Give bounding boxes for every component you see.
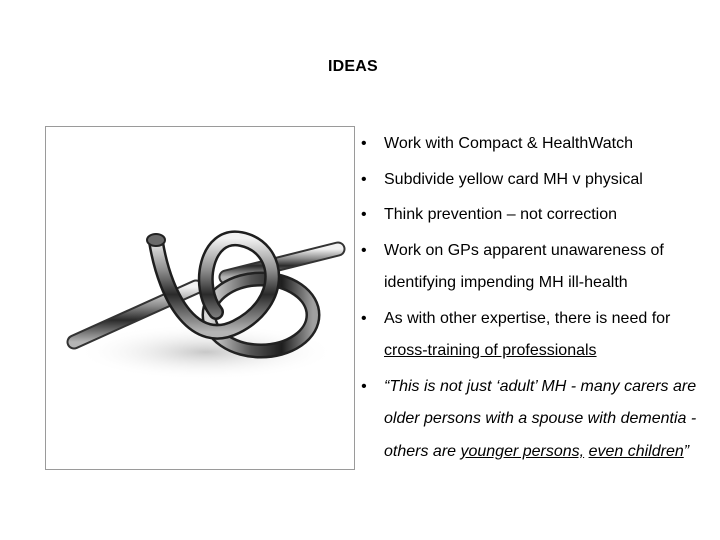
quote-text: “This is not just ‘adult’ MH - many carers are older persons with a spouse with dementia - others are (384, 377, 697, 460)
bullet-text: Subdivide yellow card MH v physical (384, 170, 643, 188)
knot-illustration (46, 127, 354, 469)
slide-title: IDEAS (328, 58, 378, 75)
bullet-glyph: • (361, 135, 367, 152)
quote-end: ” (683, 442, 690, 460)
bullet-glyph: • (361, 206, 367, 223)
bullet-text (384, 310, 670, 360)
rod-end-cap (147, 234, 165, 246)
bullet-glyph: • (361, 309, 367, 327)
knotted-metal-rods-image (45, 126, 355, 470)
bullet-text: Work with Compact & HealthWatch (384, 135, 633, 152)
bullet-text: Think prevention – not correction (384, 206, 618, 223)
bullet-glyph: • (361, 241, 367, 259)
bullet-text-underlined: cross-training of professionals (384, 342, 597, 359)
quote-underlined-younger: younger persons, (460, 442, 585, 460)
bullet-item (350, 303, 718, 368)
bullet-list (350, 128, 718, 471)
bullet-item (350, 164, 718, 197)
bullet-glyph: • (361, 377, 367, 395)
bullet-item (350, 199, 718, 232)
bullet-text: Work on GPs apparent unawareness of identifying impending MH ill-health (384, 241, 664, 291)
bullet-item (350, 128, 718, 161)
bullet-text (384, 378, 696, 460)
quote-underlined-children: even children (588, 442, 684, 460)
right-rod (226, 249, 338, 277)
bullet-text-plain: As with other expertise, there is need for (384, 309, 671, 327)
bullet-glyph: • (361, 170, 367, 188)
bullet-item-quote (350, 371, 718, 469)
bullet-item (350, 235, 718, 300)
